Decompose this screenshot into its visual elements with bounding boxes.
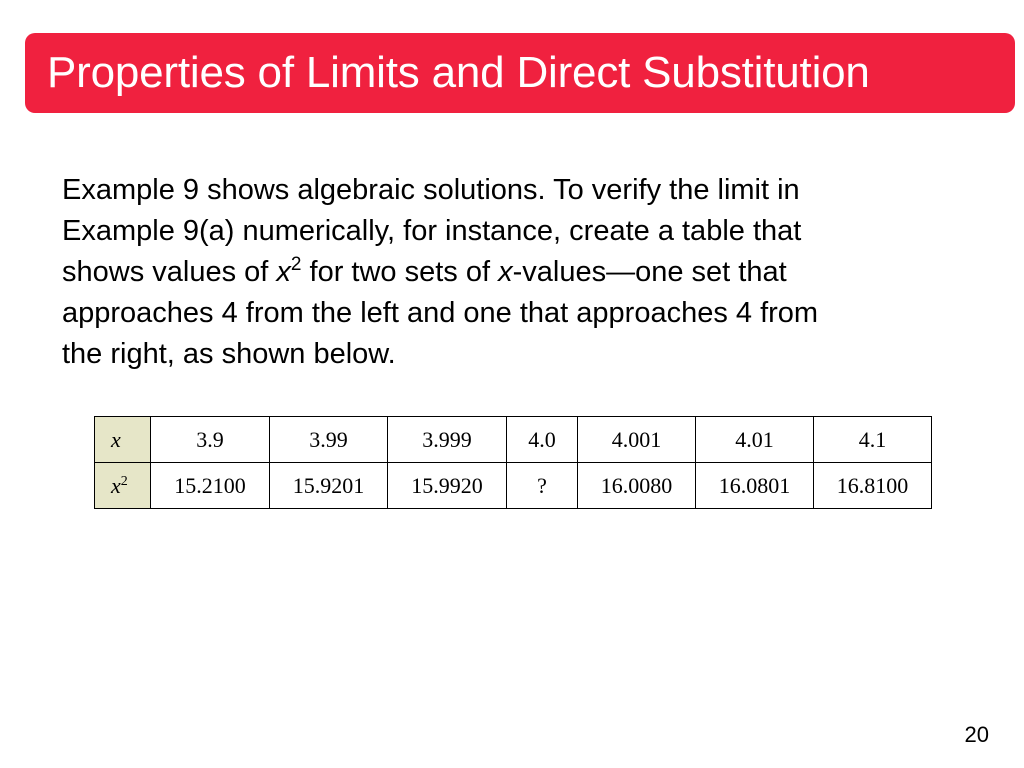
- table-cell: 4.0: [507, 417, 578, 463]
- exponent-2: 2: [290, 254, 302, 275]
- table-cell: 16.8100: [814, 463, 932, 509]
- body-line-3-part-c: -values: [512, 256, 607, 288]
- body-line-4: approaches 4 from the left and one that approaches 4 from: [62, 297, 819, 329]
- table-header-x-squared: [95, 463, 151, 509]
- slide-title-bar: [25, 33, 1015, 113]
- body-line-3-part-a: shows values of: [62, 256, 277, 288]
- table-cell: 16.0080: [578, 463, 696, 509]
- table-cell: 4.001: [578, 417, 696, 463]
- table-cell: 3.9: [151, 417, 270, 463]
- body-line-3-part-b: for two sets of: [301, 256, 499, 288]
- slide-title: Properties of Limits and Direct Substitution: [47, 48, 870, 97]
- body-line-1: Example 9 shows algebraic solutions. To verify the limit in: [62, 174, 800, 206]
- table-row-x-squared: [95, 463, 932, 509]
- variable-x: x: [276, 256, 291, 288]
- table-cell: 15.2100: [151, 463, 270, 509]
- header-x-label: x: [111, 426, 121, 452]
- table-cell: 16.0801: [696, 463, 814, 509]
- body-line-3: [62, 252, 972, 293]
- body-line-5: the right, as shown below.: [62, 338, 396, 370]
- table-cell: 4.01: [696, 417, 814, 463]
- table-header-x: [95, 417, 151, 463]
- table-cell: 3.999: [388, 417, 507, 463]
- table-cell: ?: [507, 463, 578, 509]
- header-x-squared-var: x: [111, 472, 121, 498]
- table-cell: 15.9201: [270, 463, 388, 509]
- body-line-3-part-d: one set that: [635, 256, 787, 288]
- values-table: [94, 416, 932, 509]
- body-line-2: Example 9(a) numerically, for instance, create a table that: [62, 215, 802, 247]
- variable-x-2: x: [498, 256, 513, 288]
- table-cell: 3.99: [270, 417, 388, 463]
- table-cell: 15.9920: [388, 463, 507, 509]
- header-x-squared-exp: 2: [120, 473, 128, 489]
- em-dash: —: [606, 256, 636, 288]
- table-cell: 4.1: [814, 417, 932, 463]
- table-row-x: [95, 417, 932, 463]
- body-paragraph: [62, 170, 972, 375]
- page-number: 20: [964, 722, 989, 747]
